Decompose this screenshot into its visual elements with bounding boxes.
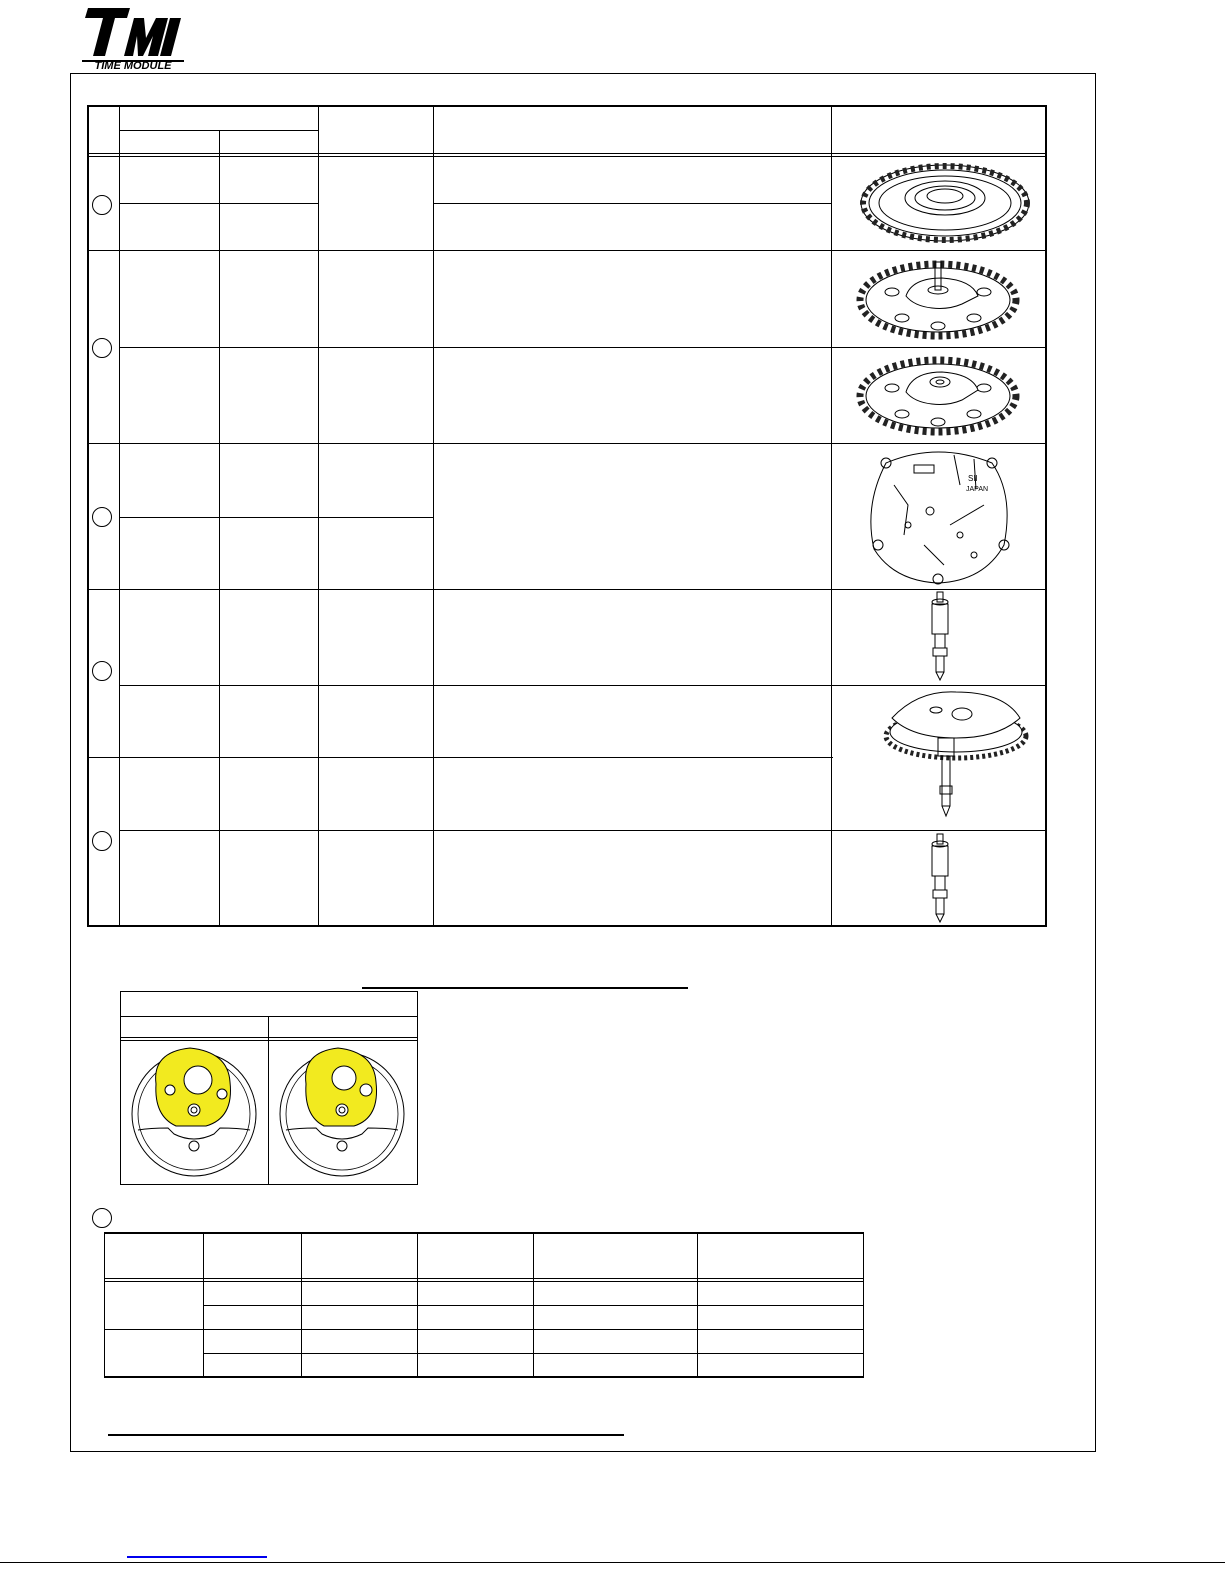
cam-wheel-image: [878, 688, 1030, 828]
cam-comparison-right-image: [276, 1044, 410, 1180]
bottom-rule: [108, 1434, 624, 1436]
bottom-table-marker-icon: [92, 1208, 112, 1228]
cam-comparison-left-image: [128, 1044, 262, 1180]
plate-label-sii: SII: [968, 474, 978, 483]
movement-plate-image: [864, 445, 1012, 587]
gear-hub-image: [852, 158, 1038, 248]
gear-cam-image: [852, 348, 1024, 442]
section-rule: [362, 987, 688, 989]
pinion-stem-image-2: [920, 832, 960, 924]
tmi-logo: [80, 4, 186, 72]
group-2-marker-icon: [92, 338, 112, 358]
logo-subtitle: TIME MODULE: [94, 60, 172, 72]
group-3-marker-icon: [92, 507, 112, 527]
group-5-marker-icon: [92, 831, 112, 851]
plate-label-japan: JAPAN: [966, 486, 989, 493]
group-4-marker-icon: [92, 661, 112, 681]
pinion-stem-image-1: [920, 590, 960, 684]
footer-line: [0, 1562, 1225, 1563]
footer-link[interactable]: [127, 1556, 267, 1558]
group-1-marker-icon: [92, 195, 112, 215]
gear-cam-pinion-image: [852, 252, 1024, 346]
